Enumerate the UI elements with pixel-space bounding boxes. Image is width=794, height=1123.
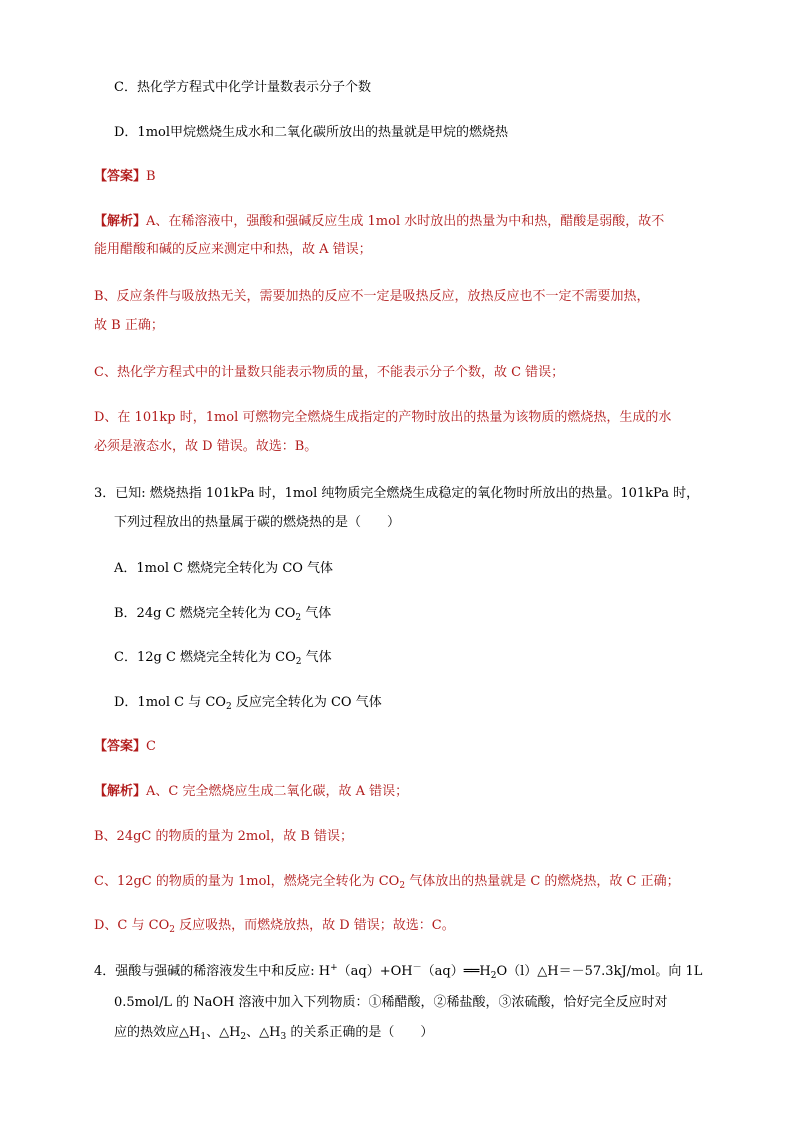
- q2-option-c: C．热化学方程式中化学计量数表示分子个数: [114, 80, 371, 95]
- text: D、C 与 CO: [94, 918, 170, 933]
- q2-analysis-a-line2: 能用醋酸和碱的反应来测定中和热，故 A 错误；: [94, 242, 372, 257]
- text: D．1mol C 与 CO: [114, 695, 226, 710]
- analysis-tag: 【解析】: [94, 214, 147, 229]
- text: 应的热效应△H: [114, 1025, 201, 1040]
- text: 反应完全转化为 CO 气体: [231, 695, 382, 710]
- q3-analysis-d: [94, 917, 455, 935]
- q3-analysis-b: B、24gC 的物质的量为 2mol，故 B 错误；: [94, 829, 354, 844]
- subscript: 2: [490, 971, 497, 981]
- subscript: 3: [280, 1032, 287, 1042]
- text: 、△H: [246, 1025, 281, 1040]
- q2-option-d: D．1mol甲烷燃烧生成水和二氧化碳所放出的热量就是甲烷的燃烧热: [114, 125, 509, 140]
- text: 气体放出的热量就是 C 的燃烧热，故 C 正确；: [405, 874, 680, 889]
- superscript: +: [330, 963, 338, 973]
- q3-option-c: [114, 649, 332, 667]
- text: C．12g C 燃烧完全转化为 CO: [114, 650, 296, 665]
- q3-option-d: [114, 694, 382, 712]
- q3-option-a: A．1mol C 燃烧完全转化为 CO 气体: [114, 561, 334, 576]
- q2-analysis-d-line2: 必须是液态水，故 D 错误。故选：B。: [94, 439, 318, 454]
- text: 、△H: [206, 1025, 241, 1040]
- subscript: 2: [225, 702, 232, 712]
- q4-stem-line1: [94, 963, 702, 981]
- text: （aq）+OH: [337, 964, 413, 979]
- q4-stem-line2: 0.5mol/L 的 NaOH 溶液中加入下列物质：①稀醋酸，②稀盐酸，③浓硫酸，恰好完全反应时对: [114, 995, 668, 1010]
- text: 的关系正确的是（ ）: [286, 1025, 434, 1040]
- q2-analysis-c: C、热化学方程式中的计量数只能表示物质的量，不能表示分子个数，故 C 错误；: [94, 365, 565, 380]
- text: （aq）══H: [421, 964, 491, 979]
- text: 气体: [301, 606, 332, 621]
- q2-answer: [94, 168, 156, 186]
- subscript: 2: [169, 925, 175, 935]
- superscript: －: [412, 963, 422, 973]
- q2-analysis-a-line1: [94, 213, 664, 231]
- q3-analysis-c: [94, 873, 680, 891]
- answer-tag: 【答案】: [94, 169, 147, 184]
- analysis-text: A、在稀溶液中，强酸和强碱反应生成 1mol 水时放出的热量为中和热，醋酸是弱酸，故不: [146, 214, 665, 229]
- subscript: 2: [399, 881, 406, 891]
- q2-analysis-d-line1: D、在 101kp 时，1mol 可燃物完全燃烧生成指定的产物时放出的热量为该物质的燃烧热，生成的水: [94, 410, 672, 425]
- q3-analysis-a: [94, 783, 408, 801]
- answer-value: B: [146, 169, 156, 184]
- q3-option-b: [114, 605, 331, 623]
- q3-answer: [94, 738, 156, 756]
- q2-analysis-b-line1: B、反应条件与吸放热无关，需要加热的反应不一定是吸热反应，放热反应也不一定不需要加热，: [94, 289, 650, 304]
- analysis-tag: 【解析】: [94, 784, 147, 799]
- answer-tag: 【答案】: [94, 739, 147, 754]
- text: 气体: [301, 650, 332, 665]
- text: 反应吸热，而燃烧放热，故 D 错误；故选：C。: [174, 918, 455, 933]
- answer-value: C: [146, 739, 156, 754]
- text: B．24g C 燃烧完全转化为 CO: [114, 606, 296, 621]
- q2-analysis-b-line2: 故 B 正确；: [94, 318, 164, 333]
- text: O（l）△H＝－57.3kJ/mol。向 1L: [496, 964, 703, 979]
- subscript: 1: [200, 1032, 207, 1042]
- subscript: 2: [240, 1032, 247, 1042]
- text: 4．强酸与强碱的稀溶液发生中和反应: H: [94, 964, 331, 979]
- text: C、12gC 的物质的量为 1mol，燃烧完全转化为 CO: [94, 874, 400, 889]
- q3-stem-line2: 下列过程放出的热量属于碳的燃烧热的是（ ）: [114, 515, 401, 530]
- q4-stem-line3: [114, 1024, 433, 1042]
- subscript: 2: [295, 613, 302, 623]
- subscript: 2: [295, 657, 302, 667]
- q3-stem-line1: 3．已知: 燃烧热指 101kPa 时，1mol 纯物质完全燃烧生成稳定的氧化物时所放出的热量。101kPa 时，: [94, 486, 700, 501]
- analysis-text: A、C 完全燃烧应生成二氧化碳，故 A 错误；: [146, 784, 409, 799]
